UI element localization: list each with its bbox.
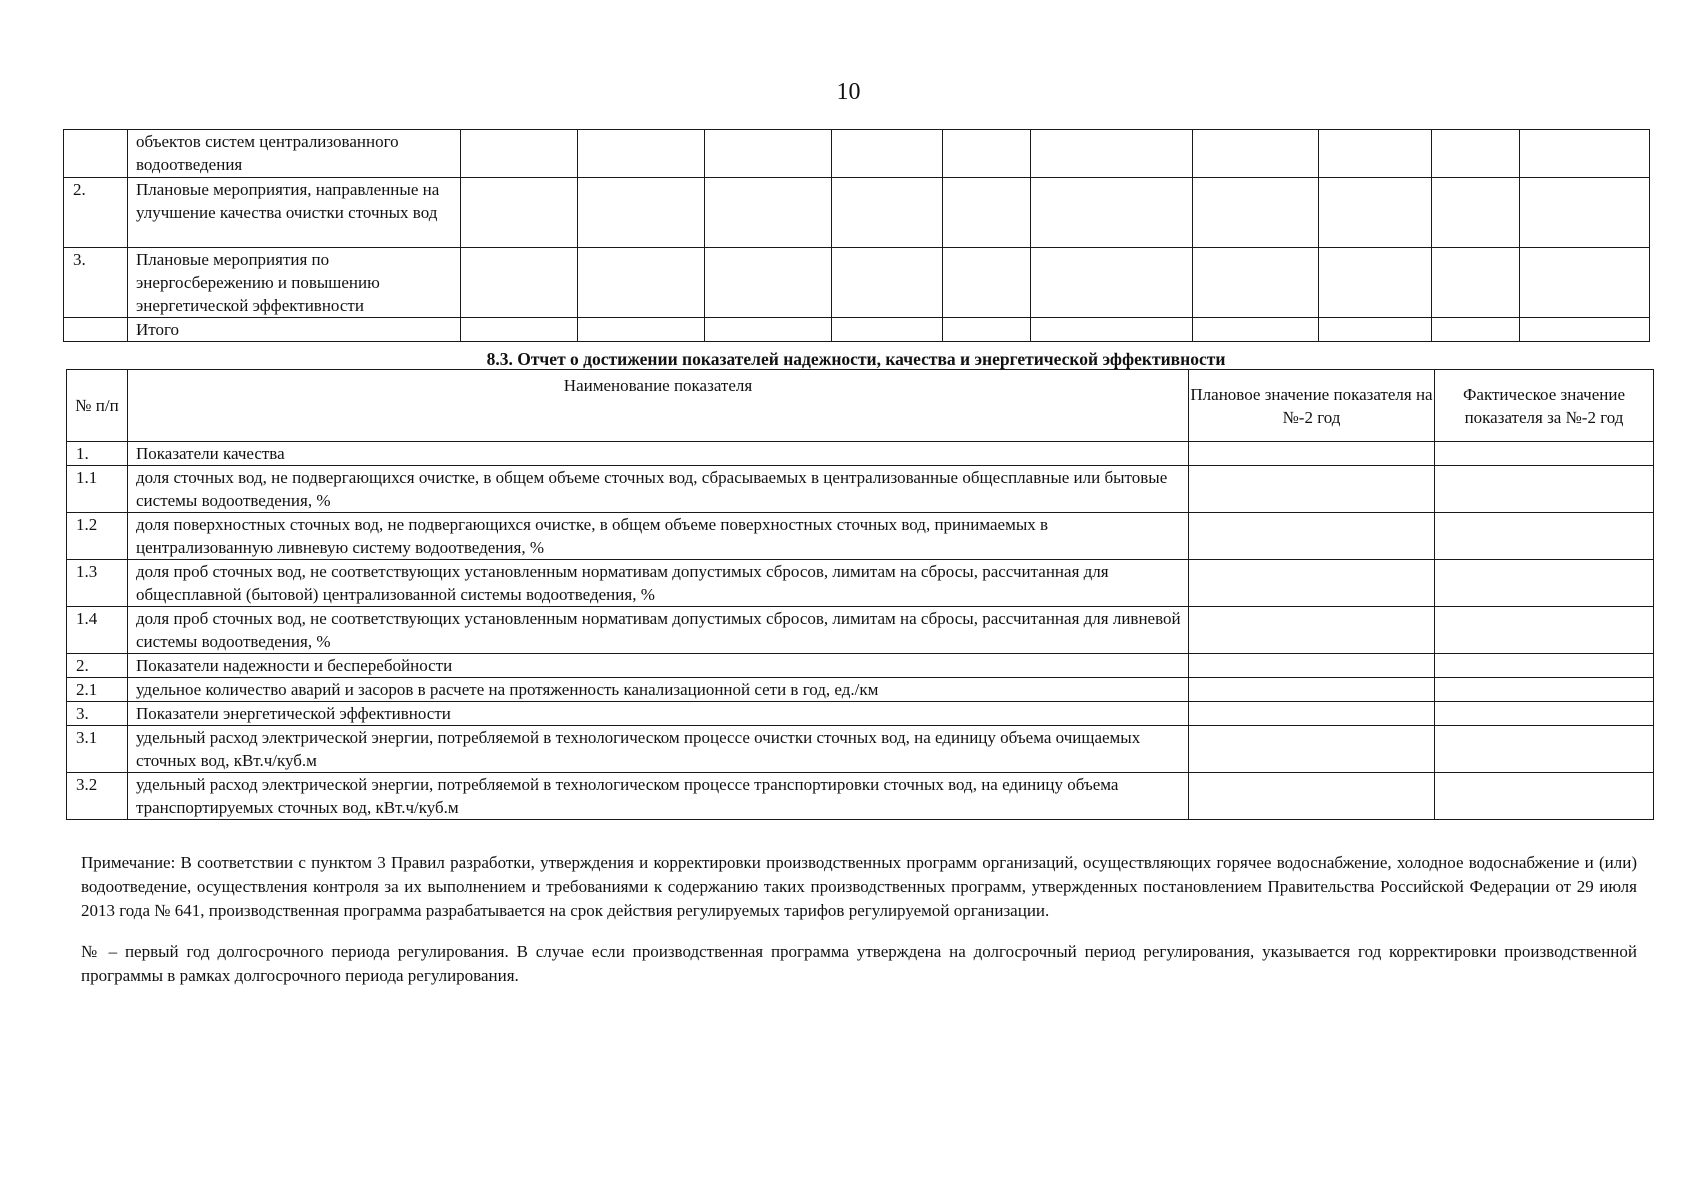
activity-value-cell [705, 130, 832, 178]
indicator-row-number: 3. [67, 702, 128, 726]
header-indicator-name: Наименование показателя [128, 370, 1189, 442]
indicator-row-name: доля проб сточных вод, не соответствующих установленным нормативам допустимых сбросов, лимитам на сбросы, рассчитанная для ливневой системы водоотведения, % [128, 607, 1189, 654]
indicator-actual-value [1435, 607, 1654, 654]
indicator-row-name: доля поверхностных сточных вод, не подвергающихся очистке, в общем объеме поверхностных сточных вод, принимаемых в централизованную ливневую систему водоотведения, % [128, 513, 1189, 560]
indicators-header-row [67, 370, 1654, 442]
indicator-row [67, 442, 1654, 466]
activity-value-cell [1319, 178, 1432, 248]
planned-activities-table [63, 129, 1650, 342]
indicator-row [67, 678, 1654, 702]
activity-value-cell [1031, 178, 1193, 248]
indicators-report-table [66, 369, 1654, 820]
indicator-row-number: 1.4 [67, 607, 128, 654]
activity-row [64, 130, 1650, 178]
indicator-planned-value [1189, 654, 1435, 678]
header-actual-value: Фактическое значение показателя за №-2 год [1435, 370, 1654, 442]
indicator-row-name: Показатели энергетической эффективности [128, 702, 1189, 726]
indicator-actual-value [1435, 678, 1654, 702]
activity-value-cell [1432, 178, 1520, 248]
indicator-actual-value [1435, 442, 1654, 466]
indicator-actual-value [1435, 726, 1654, 773]
indicator-planned-value [1189, 702, 1435, 726]
activity-value-cell [1432, 130, 1520, 178]
activity-row-name: объектов систем централизованного водоотведения [128, 130, 461, 178]
indicators-body [67, 442, 1654, 820]
activity-value-cell [461, 318, 578, 342]
indicator-planned-value [1189, 560, 1435, 607]
indicator-row [67, 560, 1654, 607]
activity-value-cell [1031, 130, 1193, 178]
activity-value-cell [832, 178, 943, 248]
activity-row [64, 318, 1650, 342]
activity-value-cell [832, 130, 943, 178]
activity-value-cell [1031, 248, 1193, 318]
indicator-actual-value [1435, 560, 1654, 607]
activity-value-cell [1432, 318, 1520, 342]
indicator-row [67, 654, 1654, 678]
indicator-row [67, 726, 1654, 773]
activity-value-cell [705, 248, 832, 318]
activity-value-cell [578, 318, 705, 342]
indicator-planned-value [1189, 513, 1435, 560]
indicator-planned-value [1189, 773, 1435, 820]
activity-value-cell [943, 318, 1031, 342]
indicator-row-name: Показатели надежности и бесперебойности [128, 654, 1189, 678]
activity-row-number [64, 318, 128, 342]
activity-row-number: 3. [64, 248, 128, 318]
planned-activities-body [64, 130, 1650, 342]
activity-value-cell [1520, 248, 1650, 318]
indicator-actual-value [1435, 773, 1654, 820]
activity-row [64, 178, 1650, 248]
indicator-actual-value [1435, 702, 1654, 726]
section-title: 8.3. Отчет о достижении показателей надежности, качества и энергетической эффективности [486, 349, 1226, 369]
activity-value-cell [461, 248, 578, 318]
activity-value-cell [1319, 318, 1432, 342]
indicator-actual-value [1435, 466, 1654, 513]
activity-value-cell [461, 178, 578, 248]
activity-value-cell [461, 130, 578, 178]
indicator-row-name: удельный расход электрической энергии, потребляемой в технологическом процессе очистки сточных вод, на единицу объема очищаемых сточных вод, кВт.ч/куб.м [128, 726, 1189, 773]
indicator-row [67, 773, 1654, 820]
activity-value-cell [943, 178, 1031, 248]
indicator-row-number: 1. [67, 442, 128, 466]
header-num: № п/п [67, 370, 128, 442]
indicator-row [67, 702, 1654, 726]
activity-value-cell [1031, 318, 1193, 342]
footnote-remark: Примечание: В соответствии с пунктом 3 Правил разработки, утверждения и корректировки производственных программ организаций, осуществляющих горячее водоснабжение, холодное водоснабжение и (или) водоотведение, осуществления контроля за их выполнением и требованиями к содержанию таких производственных программ, утвержденных постановлением Правительства Российской Федерации от 29 июля 2013 года № 641, производственная программа разрабатывается на срок действия регулируемых тарифов регулируемой организации. [81, 853, 1637, 920]
activity-value-cell [1193, 130, 1319, 178]
activity-value-cell [1319, 248, 1432, 318]
indicator-row-number: 2.1 [67, 678, 128, 702]
activity-value-cell [578, 178, 705, 248]
indicator-row-name: доля сточных вод, не подвергающихся очистке, в общем объеме сточных вод, сбрасываемых в централизованные общесплавные или бытовые системы водоотведения, % [128, 466, 1189, 513]
activity-value-cell [578, 130, 705, 178]
header-planned-value: Плановое значение показателя на №-2 год [1189, 370, 1435, 442]
indicator-row-name: Показатели качества [128, 442, 1189, 466]
activity-row [64, 248, 1650, 318]
activity-value-cell [1319, 130, 1432, 178]
indicator-row-number: 3.2 [67, 773, 128, 820]
indicator-row-number: 1.2 [67, 513, 128, 560]
indicator-row [67, 607, 1654, 654]
activity-value-cell [1520, 130, 1650, 178]
activity-value-cell [1193, 318, 1319, 342]
activity-row-number: 2. [64, 178, 128, 248]
indicator-actual-value [1435, 513, 1654, 560]
activity-row-number [64, 130, 128, 178]
activity-value-cell [705, 318, 832, 342]
indicator-row-number: 1.1 [67, 466, 128, 513]
indicator-planned-value [1189, 726, 1435, 773]
activity-value-cell [578, 248, 705, 318]
indicator-planned-value [1189, 442, 1435, 466]
activity-value-cell [1193, 178, 1319, 248]
activity-value-cell [943, 130, 1031, 178]
activity-value-cell [705, 178, 832, 248]
page-number: 10 [836, 79, 861, 105]
indicator-row-name: доля проб сточных вод, не соответствующих установленным нормативам допустимых сбросов, лимитам на сбросы, рассчитанная для общесплавной (бытовой) централизованной системы водоотведения, % [128, 560, 1189, 607]
indicator-row-number: 1.3 [67, 560, 128, 607]
indicator-row [67, 466, 1654, 513]
activity-row-name: Плановые мероприятия, направленные на улучшение качества очистки сточных вод [128, 178, 461, 248]
activity-value-cell [943, 248, 1031, 318]
indicator-row-name: удельное количество аварий и засоров в расчете на протяженность канализационной сети в год, ед./км [128, 678, 1189, 702]
activity-row-name: Итого [128, 318, 461, 342]
indicator-row-number: 3.1 [67, 726, 128, 773]
activity-row-name: Плановые мероприятия по энергосбережению и повышению энергетической эффективности [128, 248, 461, 318]
activity-value-cell [1432, 248, 1520, 318]
activity-value-cell [1520, 318, 1650, 342]
activity-value-cell [832, 248, 943, 318]
indicator-planned-value [1189, 466, 1435, 513]
indicator-row-number: 2. [67, 654, 128, 678]
indicator-actual-value [1435, 654, 1654, 678]
indicator-row-name: удельный расход электрической энергии, потребляемой в технологическом процессе транспортировки сточных вод, на единицу объема транспортируемых сточных вод, кВт.ч/куб.м [128, 773, 1189, 820]
indicator-planned-value [1189, 678, 1435, 702]
footnote-number-definition: № – первый год долгосрочного периода регулирования. В случае если производственная программа утверждена на долгосрочный период регулирования, указывается год корректировки производственной программы в рамках долгосрочного периода регулирования. [81, 942, 1637, 985]
indicator-planned-value [1189, 607, 1435, 654]
activity-value-cell [832, 318, 943, 342]
indicator-row [67, 513, 1654, 560]
activity-value-cell [1520, 178, 1650, 248]
activity-value-cell [1193, 248, 1319, 318]
